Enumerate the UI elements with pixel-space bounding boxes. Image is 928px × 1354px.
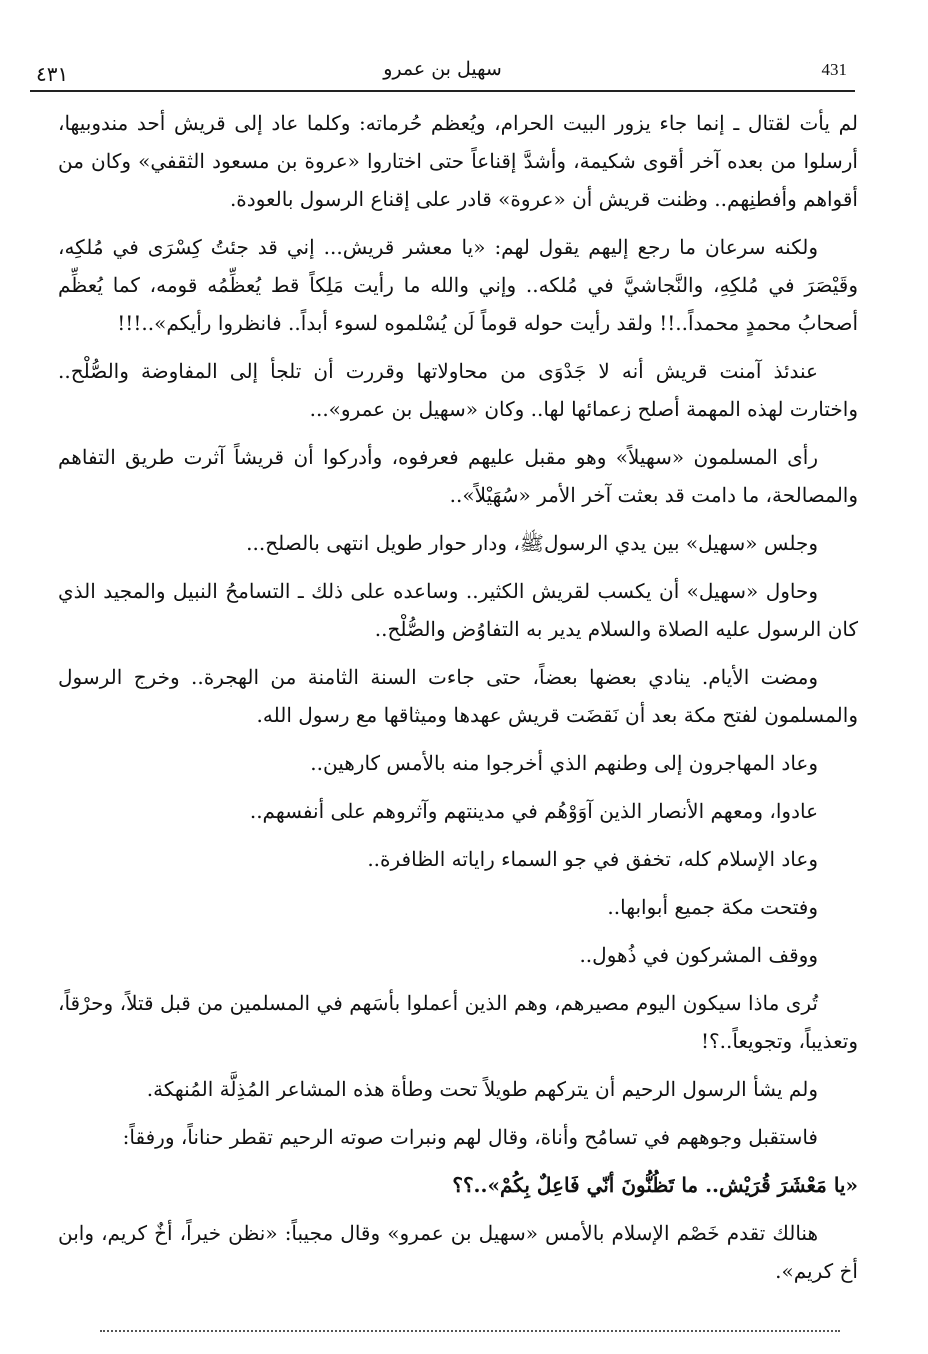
paragraph: هنالك تقدم خَصْم الإسلام بالأمس «سهيل بن عمرو» وقال مجيباً: «نظن خيراً، أخٌ كريم، وابن أخ كريم». (58, 1221, 858, 1283)
paragraph: وفتحت مكة جميع أبوابها.. (607, 895, 818, 919)
paragraph: ومضت الأيام. ينادي بعضها بعضاً، حتى جاءت السنة الثامنة من الهجرة.. وخرج الرسول والمسلمون لفتح مكة بعد أن نَقضَت قريش عهدها وميثاقها مع رسول الله. (58, 665, 858, 727)
page-number-latin: 431 (821, 60, 847, 79)
paragraph: ووقف المشركون في ذُهول.. (579, 943, 818, 967)
paragraph: ولكنه سرعان ما رجع إليهم يقول لهم: «يا معشر قريش... إني قد جئتُ كِسْرَى في مُلكِه، وقَيْصَرَ في مُلكِهِ، والنَّجاشيَّ في مُلكه.. وإني والله ما رأيت مَلِكاً قط يُعظِّمُه قومه، كما يُعظِّم أصحابُ محمدٍ محمداً..!! ولقد رأيت حوله قوماً لَن يُسْلموه لسوء أبداً.. فانظروا رأيكم»..!!! (58, 235, 858, 335)
body-text (58, 104, 858, 1300)
page-number-arabic: ٤٣١ (36, 62, 69, 86)
paragraph: تُرى ماذا سيكون اليوم مصيرهم، وهم الذين أعملوا بأسَهم في المسلمين من قبل قتلاً، وحرْقاً، وتعذيباً، وتجويعاً..؟! (58, 991, 858, 1053)
paragraph: رأى المسلمون «سهيلاً» وهو مقبل عليهم فعرفوه، وأدركوا أن قريشاً آثرت طريق التفاهم والمصالحة، ما دامت قد بعثت آخر الأمر «سُهَيْلاً».. (58, 445, 858, 507)
paragraph: عندئذ آمنت قريش أنه لا جَدْوَى من محاولاتها وقررت أن تلجأ إلى المفاوضة والصُّلْح.. واختارت لهذه المهمة أصلح زعمائها لها.. وكان «سهيل بن عمرو»... (58, 359, 858, 421)
prophet-quote (58, 1166, 858, 1204)
paragraph: ولم يشأ الرسول الرحيم أن يتركهم طويلاً تحت وطأة هذه المشاعر المُذِلَّة المُنهكة. (146, 1077, 818, 1101)
paragraph: وجلس «سهيل» بين يدي الرسولﷺ، ودار حوار طويل انتهى بالصلح... (246, 531, 818, 555)
paragraph: لم يأت لقتال ـ إنما جاء يزور البيت الحرام، ويُعظم حُرماته: وكلما عاد إلى قريش أحد مندوبيها، أرسلوا من بعده آخر أقوى شكيمة، وأشدَّ إقناعاً حتى اختاروا «عروة بن مسعود الثقفي» وكان من أقواهم وأفطنِهم.. وظنت قريش أن «عروة» قادر على إقناع الرسول بالعودة. (58, 111, 858, 211)
prophet-quote-text: «يا مَعْشَرَ قُرَيْش.. ما تَظُنُّونَ أنّي فَاعِلٌ بِكُمْ»..؟؟ (452, 1173, 858, 1197)
running-title: سهيل بن عمرو (383, 58, 502, 80)
paragraph: وحاول «سهيل» أن يكسب لقريش الكثير.. وساعده على ذلك ـ التسامحُ النبيل والمجيد الذي كان الرسول عليه الصلاة والسلام يدير به التفاوُض والصُّلْح.. (58, 579, 858, 641)
header-rule (30, 90, 855, 92)
paragraph: فاستقبل وجوههم في تسامُح وأناة، وقال لهم ونبرات صوته الرحيم تقطر حناناً، ورفقاً: (122, 1125, 818, 1149)
paragraph: عادوا، ومعهم الأنصار الذين آوَوْهُم في مدينتهم وآثروهم على أنفسهم.. (249, 799, 818, 823)
paragraph: وعاد الإسلام كله، تخفق في جو السماء راياته الظافرة.. (367, 847, 818, 871)
paragraph: وعاد المهاجرون إلى وطنهم الذي أخرجوا منه بالأمس كارهين.. (310, 751, 818, 775)
page-header (30, 48, 855, 90)
footer-dotted-line (100, 1330, 840, 1332)
